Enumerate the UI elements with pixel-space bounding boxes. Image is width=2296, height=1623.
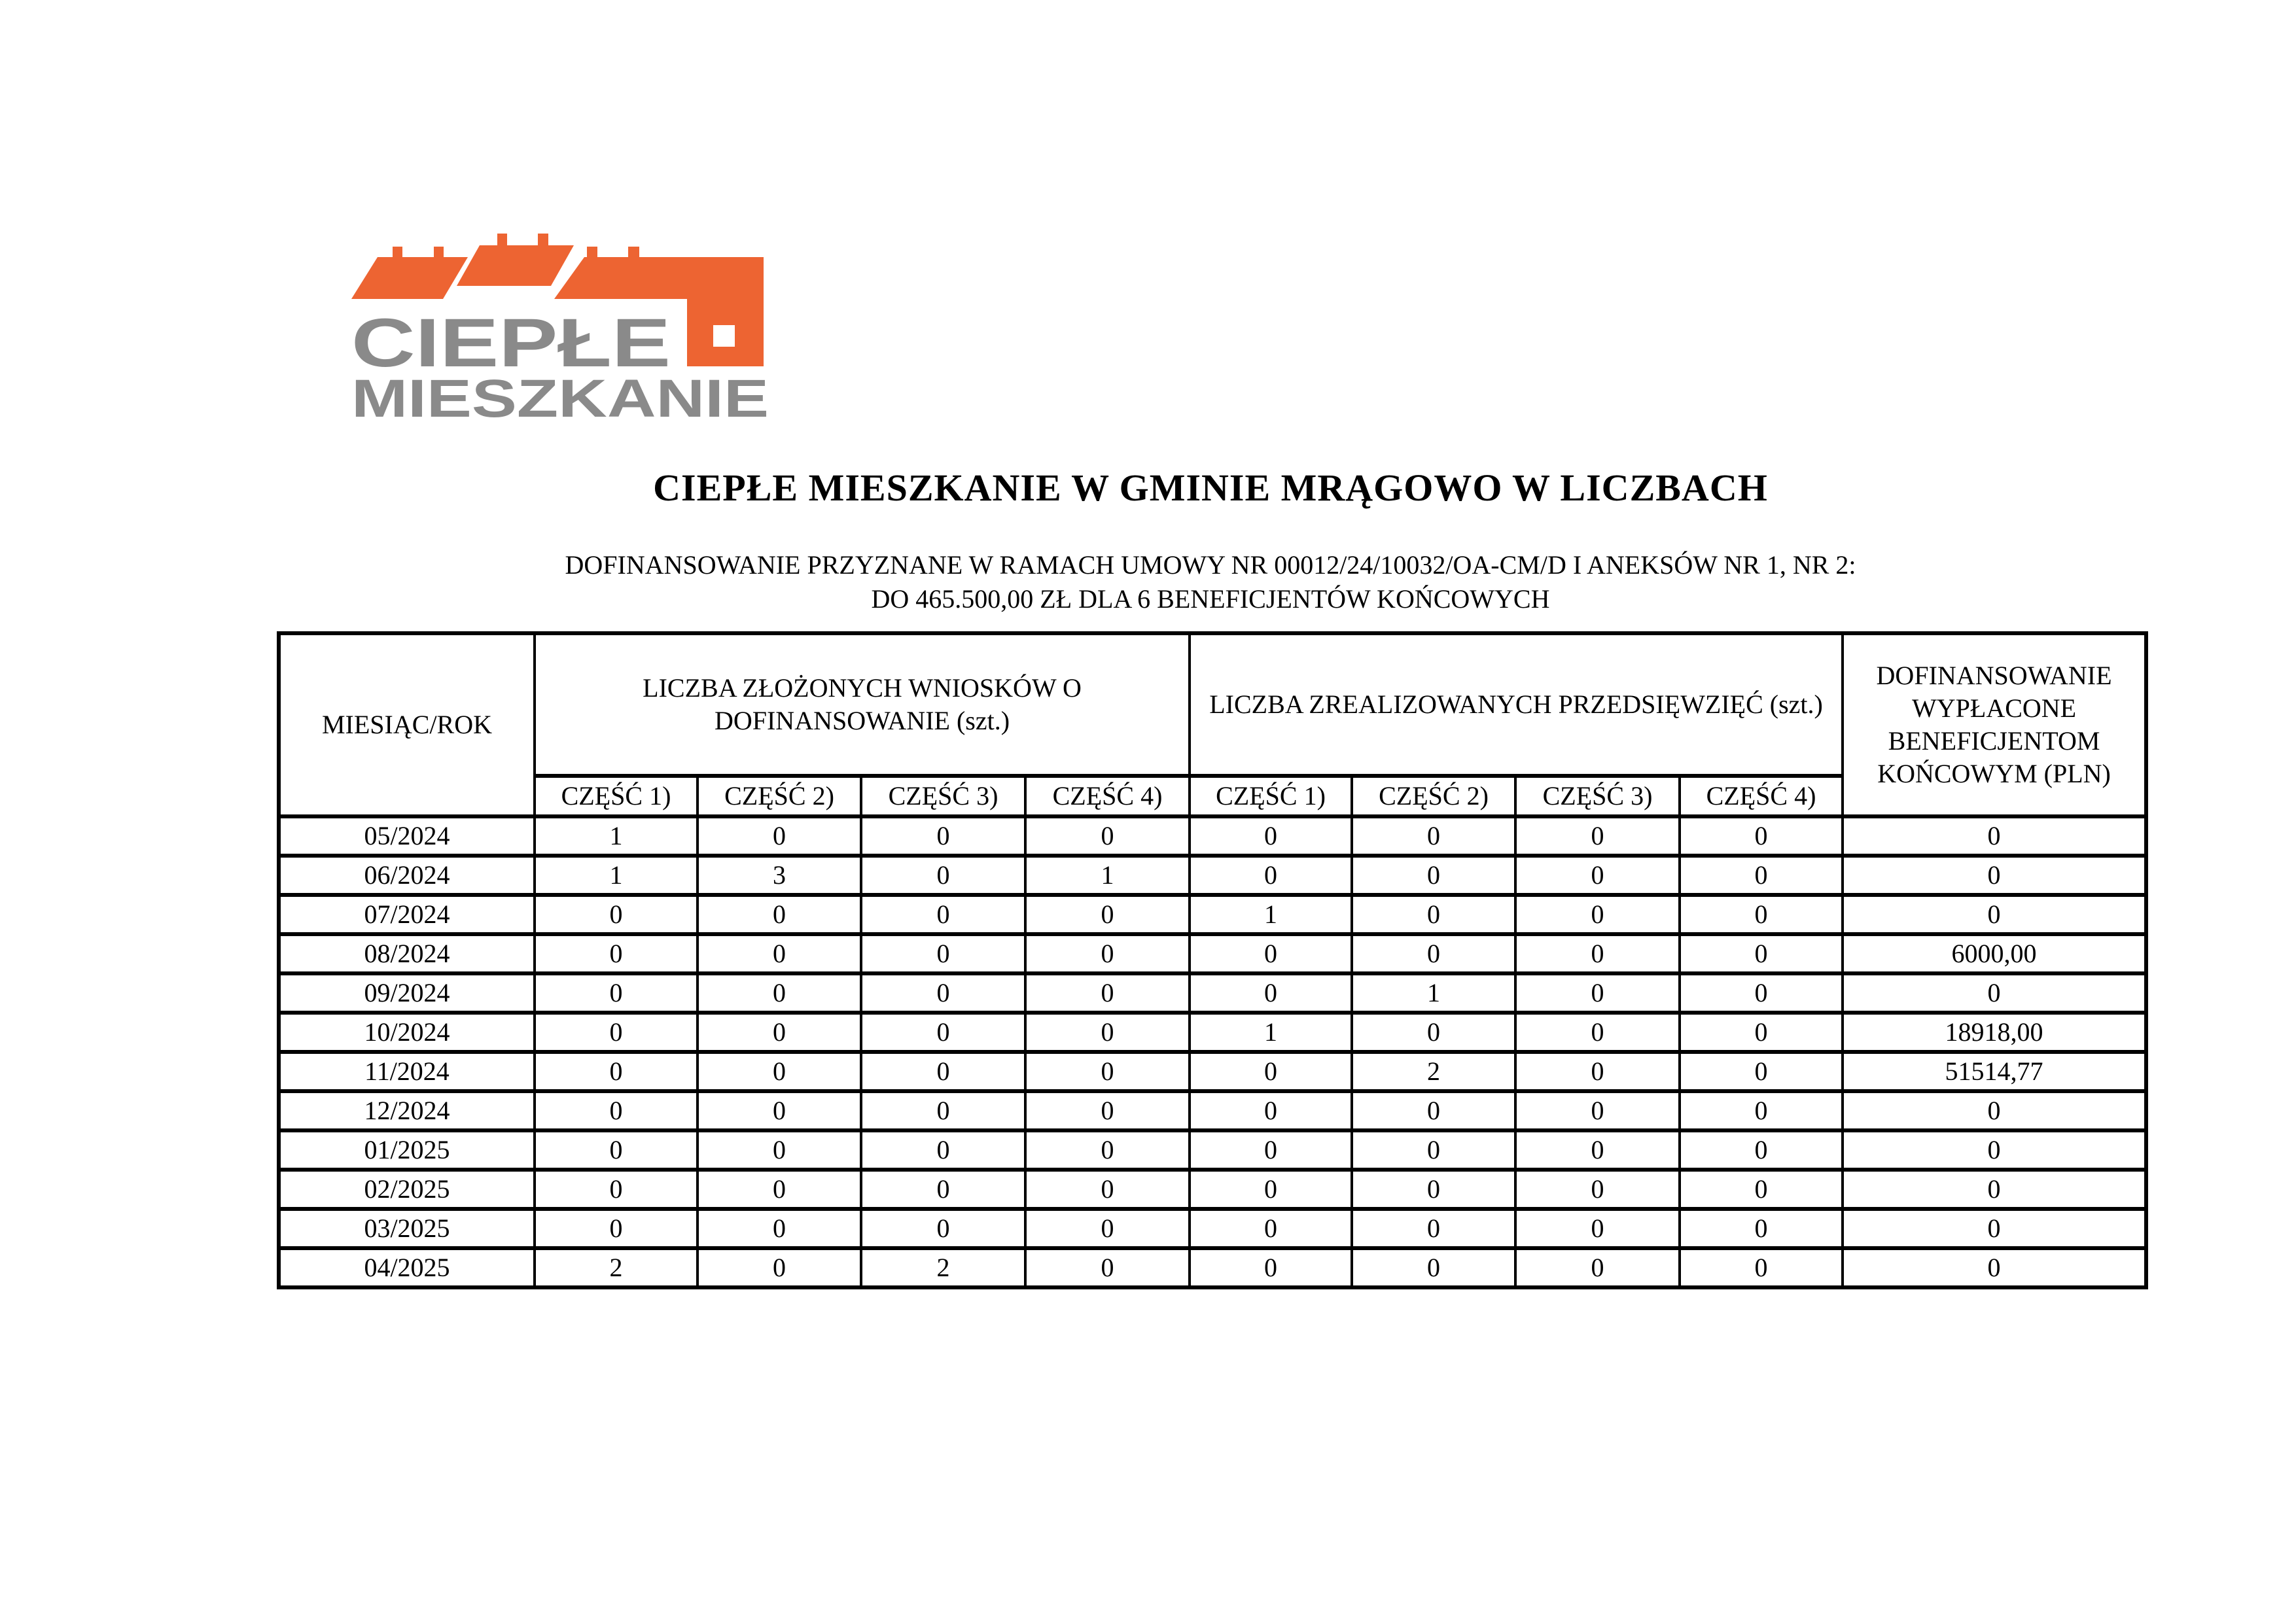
month-cell: 11/2024	[279, 1052, 535, 1091]
payout-cell: 0	[1843, 1130, 2146, 1170]
table-row	[279, 895, 2146, 934]
value-cell: 0	[1190, 934, 1352, 973]
value-cell: 0	[1515, 1130, 1680, 1170]
value-cell: 0	[1352, 934, 1515, 973]
value-cell: 0	[1025, 1013, 1190, 1052]
value-cell: 0	[1352, 1130, 1515, 1170]
value-cell: 3	[698, 856, 861, 895]
value-cell: 0	[535, 1209, 698, 1248]
value-cell: 0	[698, 1130, 861, 1170]
value-cell: 0	[698, 895, 861, 934]
month-cell: 06/2024	[279, 856, 535, 895]
header-payout: DOFINANSOWANIE WYPŁACONE BENEFICJENTOM KOŃCOWYM (PLN)	[1843, 633, 2146, 816]
header-month: MIESIĄC/ROK	[279, 633, 535, 816]
subheader-completed-part-1: CZĘŚĆ 1)	[1190, 776, 1352, 816]
payout-cell: 0	[1843, 1248, 2146, 1287]
payout-cell: 6000,00	[1843, 934, 2146, 973]
funding-statistics-table	[277, 631, 2148, 1289]
header-group-completed: LICZBA ZREALIZOWANYCH PRZEDSIĘWZIĘĆ (szt.)	[1190, 633, 1843, 776]
value-cell: 1	[1190, 1013, 1352, 1052]
payout-cell: 0	[1843, 856, 2146, 895]
value-cell: 0	[1025, 1052, 1190, 1091]
payout-cell: 0	[1843, 816, 2146, 856]
value-cell: 0	[1515, 856, 1680, 895]
table-row	[279, 1013, 2146, 1052]
value-cell: 0	[1515, 934, 1680, 973]
month-cell: 05/2024	[279, 816, 535, 856]
value-cell: 0	[1190, 1091, 1352, 1130]
payout-cell: 18918,00	[1843, 1013, 2146, 1052]
value-cell: 0	[1515, 1052, 1680, 1091]
value-cell: 0	[535, 934, 698, 973]
value-cell: 0	[1190, 973, 1352, 1013]
header-group-applications: LICZBA ZŁOŻONYCH WNIOSKÓW O DOFINANSOWANIE (szt.)	[535, 633, 1190, 776]
table-row	[279, 973, 2146, 1013]
value-cell: 0	[861, 856, 1025, 895]
payout-cell: 0	[1843, 1170, 2146, 1209]
value-cell: 0	[1680, 1209, 1843, 1248]
month-cell: 03/2025	[279, 1209, 535, 1248]
value-cell: 1	[1190, 895, 1352, 934]
value-cell: 0	[1515, 1013, 1680, 1052]
value-cell: 0	[861, 973, 1025, 1013]
subheader-completed-part-3: CZĘŚĆ 3)	[1515, 776, 1680, 816]
subheader-applications-part-4: CZĘŚĆ 4)	[1025, 776, 1190, 816]
value-cell: 0	[861, 1013, 1025, 1052]
value-cell: 0	[1025, 934, 1190, 973]
value-cell: 0	[1025, 1091, 1190, 1130]
value-cell: 2	[1352, 1052, 1515, 1091]
value-cell: 2	[861, 1248, 1025, 1287]
value-cell: 0	[698, 973, 861, 1013]
value-cell: 0	[698, 1013, 861, 1052]
value-cell: 0	[1352, 895, 1515, 934]
value-cell: 0	[1680, 934, 1843, 973]
value-cell: 0	[1025, 1170, 1190, 1209]
table-body	[279, 816, 2146, 1287]
value-cell: 0	[1680, 1170, 1843, 1209]
value-cell: 0	[1352, 1013, 1515, 1052]
payout-cell: 0	[1843, 1091, 2146, 1130]
table-row	[279, 1209, 2146, 1248]
value-cell: 0	[1025, 973, 1190, 1013]
month-cell: 07/2024	[279, 895, 535, 934]
value-cell: 0	[1515, 973, 1680, 1013]
value-cell: 0	[1680, 1130, 1843, 1170]
value-cell: 0	[861, 1170, 1025, 1209]
value-cell: 0	[1680, 895, 1843, 934]
value-cell: 0	[535, 1013, 698, 1052]
value-cell: 0	[698, 1170, 861, 1209]
value-cell: 0	[1352, 1209, 1515, 1248]
value-cell: 0	[1680, 856, 1843, 895]
value-cell: 0	[1190, 1052, 1352, 1091]
value-cell: 0	[1352, 1091, 1515, 1130]
payout-cell: 0	[1843, 973, 2146, 1013]
value-cell: 0	[535, 1130, 698, 1170]
subheader-completed-part-2: CZĘŚĆ 2)	[1352, 776, 1515, 816]
value-cell: 0	[1190, 1209, 1352, 1248]
value-cell: 0	[1025, 1130, 1190, 1170]
value-cell: 0	[1025, 816, 1190, 856]
value-cell: 0	[1680, 1052, 1843, 1091]
value-cell: 2	[535, 1248, 698, 1287]
value-cell: 0	[861, 934, 1025, 973]
value-cell: 0	[1190, 1130, 1352, 1170]
table-header-row-main	[279, 633, 2146, 776]
month-cell: 02/2025	[279, 1170, 535, 1209]
value-cell: 0	[698, 1052, 861, 1091]
value-cell: 0	[1025, 895, 1190, 934]
month-cell: 08/2024	[279, 934, 535, 973]
payout-cell: 0	[1843, 895, 2146, 934]
value-cell: 0	[1515, 895, 1680, 934]
page-title: CIEPŁE MIESZKANIE W GMINIE MRĄGOWO W LICZBACH	[653, 466, 1768, 509]
month-cell: 04/2025	[279, 1248, 535, 1287]
value-cell: 0	[535, 973, 698, 1013]
value-cell: 0	[1352, 1248, 1515, 1287]
value-cell: 0	[1680, 973, 1843, 1013]
table-row	[279, 1052, 2146, 1091]
value-cell: 0	[861, 1091, 1025, 1130]
value-cell: 0	[1515, 1091, 1680, 1130]
value-cell: 1	[1025, 856, 1190, 895]
value-cell: 0	[1190, 1248, 1352, 1287]
value-cell: 0	[1190, 856, 1352, 895]
window-icon	[713, 325, 735, 347]
value-cell: 0	[861, 1130, 1025, 1170]
cieple-mieszkanie-logo	[351, 227, 770, 423]
value-cell: 0	[1515, 816, 1680, 856]
month-cell: 01/2025	[279, 1130, 535, 1170]
value-cell: 0	[1190, 1170, 1352, 1209]
value-cell: 1	[535, 856, 698, 895]
value-cell: 0	[1352, 1170, 1515, 1209]
value-cell: 1	[1352, 973, 1515, 1013]
value-cell: 0	[698, 1091, 861, 1130]
value-cell: 0	[1680, 816, 1843, 856]
subheader-applications-part-3: CZĘŚĆ 3)	[861, 776, 1025, 816]
table-row	[279, 816, 2146, 856]
logo-text-line2: MIESZKANIE	[351, 369, 769, 423]
value-cell: 0	[1352, 816, 1515, 856]
value-cell: 0	[535, 1052, 698, 1091]
value-cell: 0	[698, 816, 861, 856]
logo-text-line1: CIEPŁE	[351, 305, 671, 381]
value-cell: 0	[1025, 1209, 1190, 1248]
table-row	[279, 1130, 2146, 1170]
value-cell: 0	[698, 1209, 861, 1248]
value-cell: 1	[535, 816, 698, 856]
value-cell: 0	[1515, 1170, 1680, 1209]
value-cell: 0	[1190, 816, 1352, 856]
value-cell: 0	[535, 1091, 698, 1130]
table-row	[279, 1248, 2146, 1287]
value-cell: 0	[535, 895, 698, 934]
value-cell: 0	[1680, 1013, 1843, 1052]
value-cell: 0	[698, 1248, 861, 1287]
subtitle-line-1: DOFINANSOWANIE PRZYZNANE W RAMACH UMOWY NR 00012/24/10032/OA-CM/D I ANEKSÓW NR 1, NR 2:	[565, 550, 1856, 580]
value-cell: 0	[698, 934, 861, 973]
subheader-applications-part-1: CZĘŚĆ 1)	[535, 776, 698, 816]
table-row	[279, 1091, 2146, 1130]
table-row	[279, 856, 2146, 895]
subtitle-line-2: DO 465.500,00 ZŁ DLA 6 BENEFICJENTÓW KOŃCOWYCH	[871, 584, 1550, 614]
value-cell: 0	[1680, 1091, 1843, 1130]
value-cell: 0	[1025, 1248, 1190, 1287]
subheader-applications-part-2: CZĘŚĆ 2)	[698, 776, 861, 816]
payout-cell: 51514,77	[1843, 1052, 2146, 1091]
month-cell: 09/2024	[279, 973, 535, 1013]
month-cell: 10/2024	[279, 1013, 535, 1052]
subheader-completed-part-4: CZĘŚĆ 4)	[1680, 776, 1843, 816]
value-cell: 0	[861, 816, 1025, 856]
value-cell: 0	[861, 1052, 1025, 1091]
table-row	[279, 934, 2146, 973]
month-cell: 12/2024	[279, 1091, 535, 1130]
table-row	[279, 1170, 2146, 1209]
value-cell: 0	[1515, 1209, 1680, 1248]
value-cell: 0	[1515, 1248, 1680, 1287]
value-cell: 0	[535, 1170, 698, 1209]
value-cell: 0	[1680, 1248, 1843, 1287]
payout-cell: 0	[1843, 1209, 2146, 1248]
value-cell: 0	[1352, 856, 1515, 895]
value-cell: 0	[861, 1209, 1025, 1248]
value-cell: 0	[861, 895, 1025, 934]
page-subtitle	[277, 548, 2144, 616]
